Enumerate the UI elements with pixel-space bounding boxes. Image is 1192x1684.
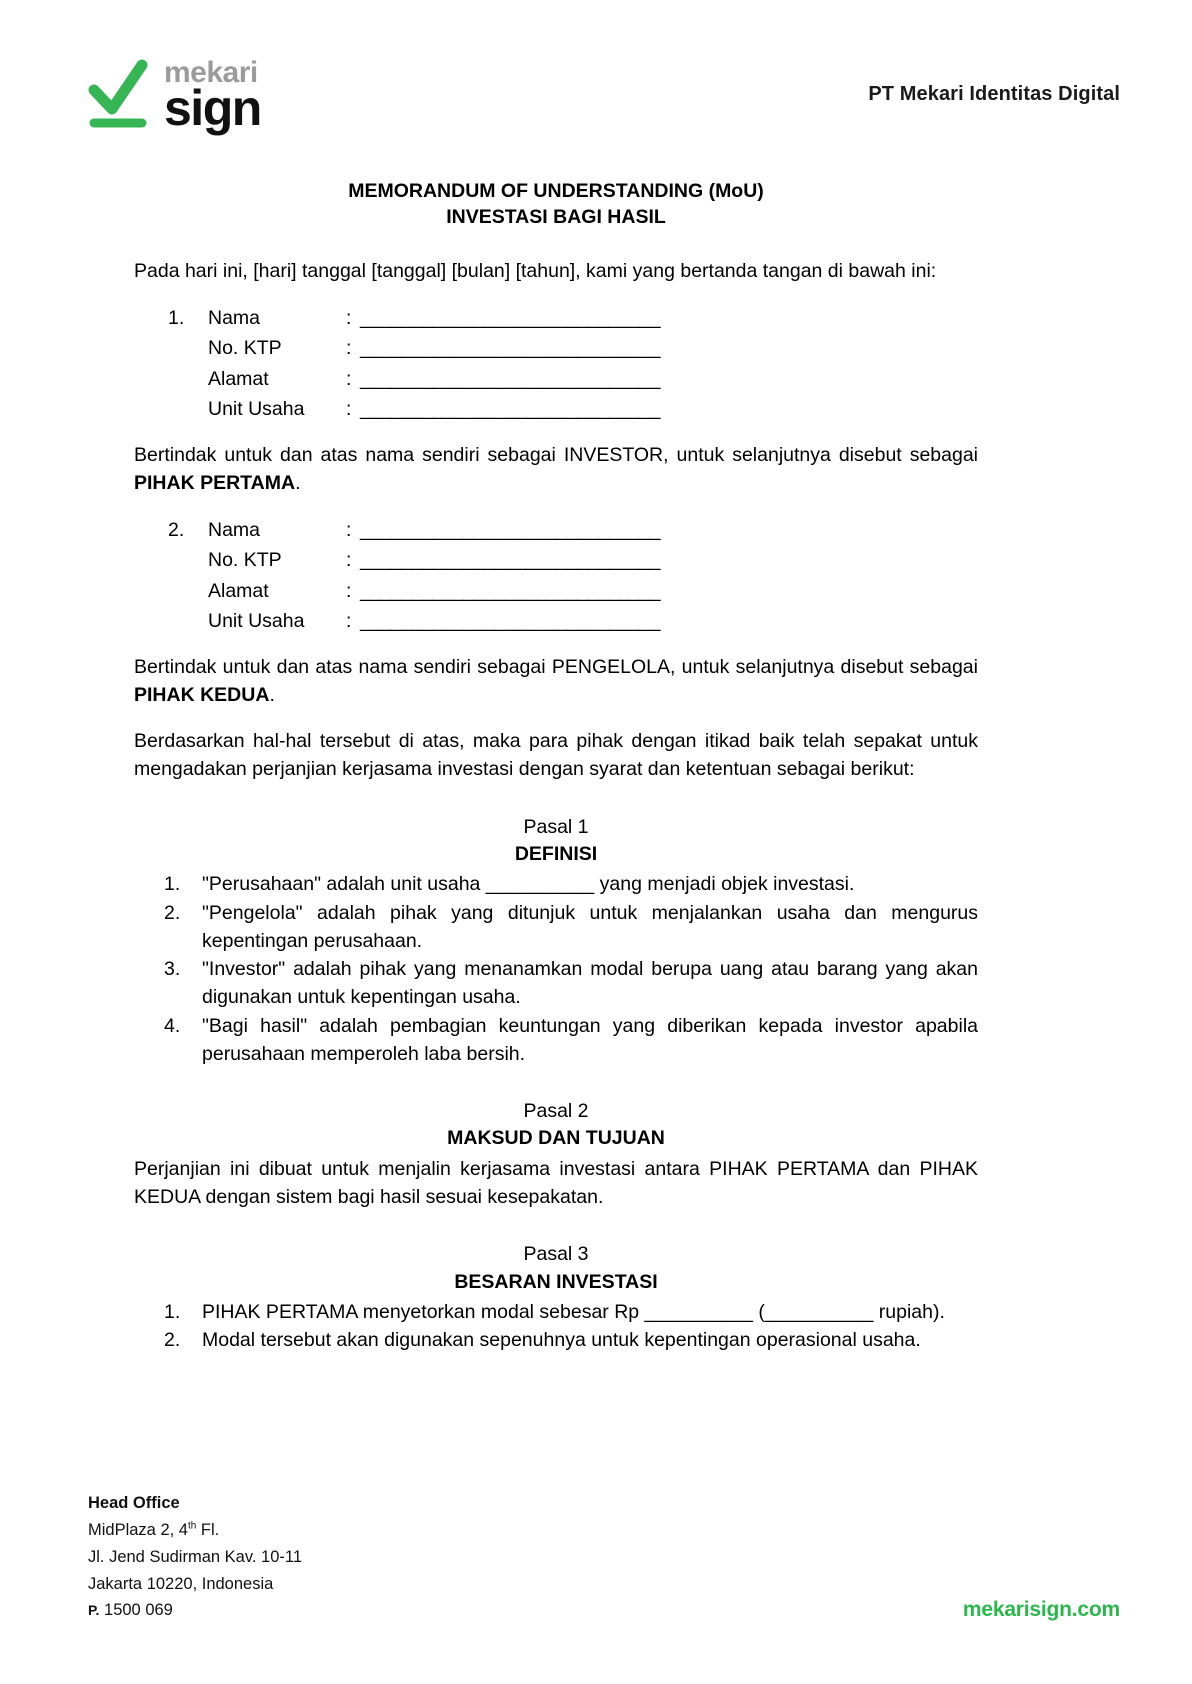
page-header	[88, 44, 1120, 144]
party-one-number: 1.	[168, 306, 185, 329]
field-label: Nama	[208, 306, 261, 329]
field-label: Alamat	[208, 579, 269, 602]
field-blank-line[interactable]: _____________________________	[360, 337, 661, 360]
clause-item: "Pengelola" adalah pihak yang ditunjuk untuk menjalankan usaha dan mengurus kepentingan perusahaan.	[202, 901, 978, 952]
party-one-role: PIHAK PERTAMA	[134, 471, 296, 494]
document-title	[134, 178, 978, 231]
article-title: BESARAN INVESTASI	[454, 1270, 658, 1293]
article-number: Pasal 3	[523, 1243, 589, 1266]
article-number: Pasal 1	[523, 815, 589, 838]
mekari-sign-logo	[88, 56, 261, 136]
party-two-number: 2.	[168, 519, 185, 542]
footer-address-line-3: Jakarta 10220, Indonesia	[88, 1574, 274, 1593]
field-blank-line[interactable]: _____________________________	[360, 579, 661, 602]
footer-website[interactable]: mekarisign.com	[962, 1598, 1120, 1621]
article-pasal-1	[134, 814, 978, 1068]
party-one-statement-end: .	[295, 471, 301, 494]
field-blank-line[interactable]: _____________________________	[360, 519, 661, 542]
document-body	[134, 178, 978, 1354]
green-check-icon	[88, 57, 150, 131]
field-label: No. KTP	[208, 549, 282, 572]
footer-phone-row	[88, 1597, 302, 1624]
field-colon: :	[346, 367, 352, 390]
document-title-line-2: INVESTASI BAGI HASIL	[446, 206, 666, 229]
field-row	[168, 364, 978, 394]
clause-item: Modal tersebut akan digunakan sepenuhnya untuk kepentingan operasional usaha.	[202, 1329, 921, 1352]
clause-item: "Perusahaan" adalah unit usaha __________ yang menjadi objek investasi.	[202, 873, 855, 896]
clause-item: "Investor" adalah pihak yang menanamkan modal berupa uang atau barang yang akan digunakan untuk kepentingan usaha.	[202, 958, 978, 1009]
company-name: PT Mekari Identitas Digital	[868, 82, 1120, 105]
field-blank-line[interactable]: _____________________________	[360, 398, 661, 421]
clause-item: PIHAK PERTAMA menyetorkan modal sebesar Rp __________ (__________ rupiah).	[202, 1300, 945, 1323]
footer-address-line-2: Jl. Jend Sudirman Kav. 10-11	[88, 1547, 303, 1566]
field-row	[168, 303, 978, 333]
logo-wordmark	[164, 56, 261, 136]
field-label: Nama	[208, 519, 261, 542]
field-colon: :	[346, 519, 352, 542]
footer-phone-number: 1500 069	[104, 1601, 173, 1620]
article-clause-list	[134, 1298, 978, 1355]
article-number: Pasal 2	[523, 1100, 589, 1123]
field-colon: :	[346, 337, 352, 360]
footer-address-ordinal: th	[187, 1520, 197, 1532]
party-one-statement-text: Bertindak untuk dan atas nama sendiri sebagai INVESTOR, untuk selanjutnya disebut sebagai	[134, 443, 978, 466]
field-row	[168, 394, 978, 424]
party-one-statement	[134, 441, 978, 498]
intro-paragraph: Pada hari ini, [hari] tanggal [tanggal] [bulan] [tahun], kami yang bertanda tangan di bawah ini:	[134, 259, 937, 282]
party-one-fields	[134, 303, 978, 425]
party-two-role: PIHAK KEDUA	[134, 683, 270, 706]
footer-office-title: Head Office	[88, 1494, 180, 1513]
article-title: MAKSUD DAN TUJUAN	[447, 1127, 665, 1150]
field-label: No. KTP	[208, 337, 282, 360]
field-row	[168, 515, 978, 545]
field-blank-line[interactable]: _____________________________	[360, 306, 661, 329]
footer-phone-label: P.	[88, 1602, 100, 1619]
field-colon: :	[346, 306, 352, 329]
party-two-statement-end: .	[269, 683, 275, 706]
logo-word-sign: sign	[164, 79, 261, 136]
document-title-line-1: MEMORANDUM OF UNDERSTANDING (MoU)	[348, 180, 764, 202]
page-footer	[88, 1490, 1120, 1624]
party-two-statement-text: Bertindak untuk dan atas nama sendiri sebagai PENGELOLA, untuk selanjutnya disebut sebagai	[134, 655, 978, 678]
field-row	[168, 333, 978, 363]
field-blank-line[interactable]: _____________________________	[360, 367, 661, 390]
article-title: DEFINISI	[514, 843, 598, 866]
field-colon: :	[346, 579, 352, 602]
field-row	[168, 606, 978, 636]
footer-address-block	[88, 1490, 302, 1624]
field-blank-line[interactable]: _____________________________	[360, 549, 661, 572]
clause-item: "Bagi hasil" adalah pembagian keuntungan yang diberikan kepada investor apabila perusahaan memperoleh laba bersih.	[202, 1014, 978, 1065]
article-pasal-3	[134, 1241, 978, 1354]
footer-address-line-1-pre: MidPlaza 2, 4	[88, 1521, 188, 1540]
field-colon: :	[346, 398, 352, 421]
field-label: Alamat	[208, 367, 269, 390]
party-two-fields	[134, 515, 978, 637]
field-label: Unit Usaha	[208, 610, 305, 633]
field-blank-line[interactable]: _____________________________	[360, 610, 661, 633]
party-two-statement	[134, 653, 978, 710]
article-pasal-2	[134, 1098, 978, 1211]
field-colon: :	[346, 549, 352, 572]
article-clause-list	[134, 870, 978, 1068]
field-label: Unit Usaha	[208, 398, 305, 421]
footer-address-line-1-post: Fl.	[196, 1521, 220, 1540]
logo-word-mekari: mekari	[164, 56, 258, 90]
footer-address-line-1	[88, 1517, 302, 1544]
preamble-paragraph: Berdasarkan hal-hal tersebut di atas, maka para pihak dengan itikad baik telah sepakat untuk mengadakan perjanjian kerjasama investasi dengan syarat dan ketentuan sebagai berikut:	[134, 730, 978, 781]
field-row	[168, 576, 978, 606]
field-row	[168, 545, 978, 575]
article-paragraph: Perjanjian ini dibuat untuk menjalin kerjasama investasi antara PIHAK PERTAMA dan PIHAK KEDUA dengan sistem bagi hasil sesuai kesepakatan.	[134, 1157, 978, 1209]
field-colon: :	[346, 610, 352, 633]
